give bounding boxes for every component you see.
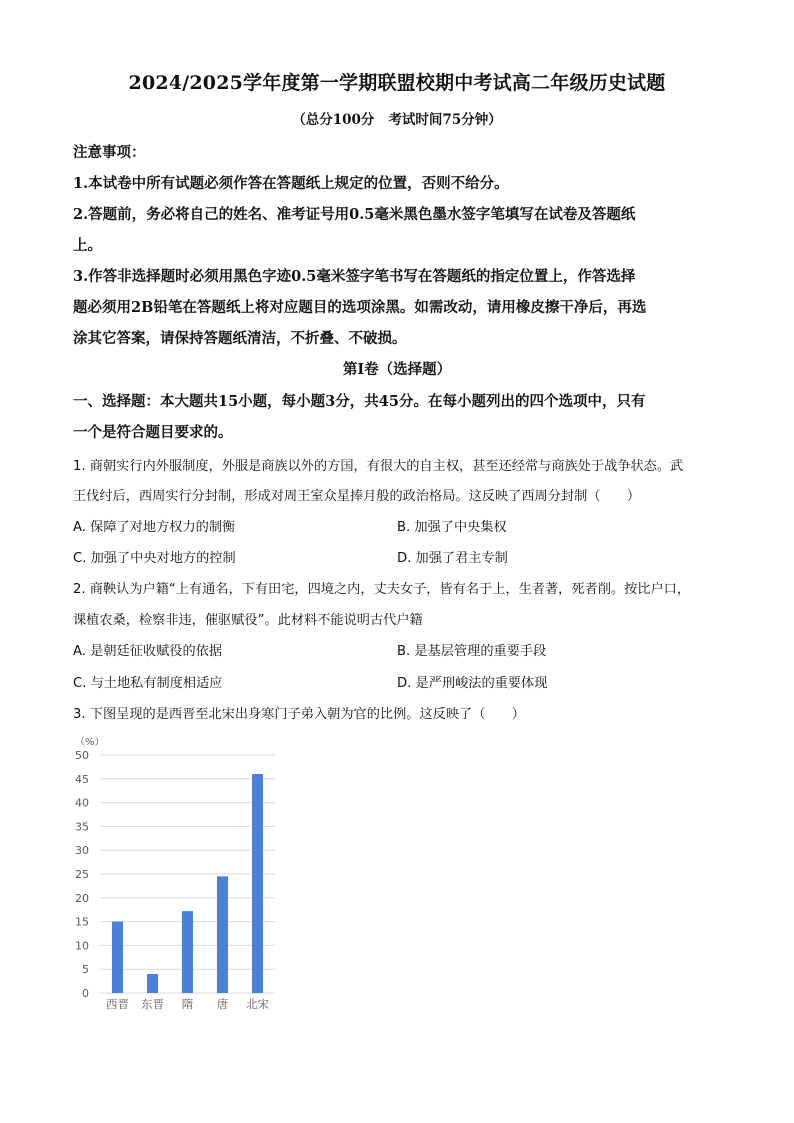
notice-line-3b: 题必须用2B铅笔在答题纸上将对应题目的选项涂黑。如需改动，请用橡皮擦干净后，再选 <box>73 299 647 316</box>
exam-title: 2024/2025学年度第一学期联盟校期中考试高二年级历史试题 <box>128 72 666 94</box>
y-unit-label: （%） <box>75 737 105 748</box>
y-tick-label-45: 45 <box>75 772 89 786</box>
q1-option-b: B. 加强了中央集权 <box>397 520 507 535</box>
exam-time: 考试时间75分钟） <box>388 112 502 128</box>
notice-line-3c: 涂其它答案，请保持答题纸清洁，不折叠、不破损。 <box>73 330 407 347</box>
y-tick-label-35: 35 <box>75 820 89 834</box>
x-tick-label-唐: 唐 <box>216 997 229 1011</box>
y-tick-label-15: 15 <box>75 915 89 929</box>
section-title: 第Ⅰ卷（选择题） <box>342 361 452 378</box>
y-tick-label-5: 5 <box>82 963 89 977</box>
notice-line-2a: 2.答题前，务必将自己的姓名、准考证号用0.5毫米黑色墨水签字笔填写在试卷及答题纸 <box>73 206 636 223</box>
q1-stem-a: 1. 商朝实行内外服制度，外服是商族以外的方国，有很大的自主权，甚至还经常与商族处于战争状态。武 <box>73 459 684 474</box>
y-tick-label-25: 25 <box>75 868 89 881</box>
q2-option-a: A. 是朝廷征收赋役的依据 <box>73 644 223 659</box>
y-tick-label-20: 20 <box>75 891 89 905</box>
notice-line-2b: 上。 <box>73 237 102 254</box>
q2-option-d: D. 是严刑峻法的重要体现 <box>397 676 548 691</box>
bar-chart <box>70 728 290 1018</box>
notice-line-1: 1.本试卷中所有试题必须作答在答题纸上规定的位置，否则不给分。 <box>73 175 509 192</box>
q1-option-d: D. 加强了君主专制 <box>397 551 508 566</box>
y-tick-label-10: 10 <box>75 939 89 953</box>
y-tick-label-30: 30 <box>75 844 89 858</box>
bar-西晋 <box>112 922 123 993</box>
bar-北宋 <box>252 774 263 993</box>
total-score: （总分100分 <box>292 112 375 128</box>
x-tick-label-隋: 隋 <box>181 997 194 1011</box>
notice-heading: 注意事项： <box>73 144 146 161</box>
bar-东晋 <box>147 974 158 993</box>
q2-option-b: B. 是基层管理的重要手段 <box>397 644 547 659</box>
x-tick-label-东晋: 东晋 <box>141 997 164 1011</box>
x-tick-label-北宋: 北宋 <box>246 997 269 1011</box>
q3-stem: 3. 下图呈现的是西晋至北宋出身寒门子弟入朝为官的比例。这反映了（ ） <box>73 707 525 722</box>
y-tick-label-50: 50 <box>75 749 89 762</box>
bar-唐 <box>217 876 228 993</box>
notice-line-3a: 3.作答非选择题时必须用黑色字迹0.5毫米签字笔书写在答题纸的指定位置上，作答选择 <box>73 268 636 285</box>
q1-option-c: C. 加强了中央对地方的控制 <box>73 551 236 566</box>
q2-stem-b: 课植农桑，检察非违，催驱赋役”。此材料不能说明古代户籍 <box>73 613 423 628</box>
exam-subtitle <box>0 108 794 128</box>
q1-stem-b: 王伐纣后，西周实行分封制，形成对周王室众星捧月般的政治格局。这反映了西周分封制（ ） <box>73 489 641 504</box>
bar-隋 <box>182 911 193 993</box>
q1-option-a: A. 保障了对地方权力的制衡 <box>73 520 236 535</box>
x-tick-label-西晋: 西晋 <box>106 997 129 1011</box>
section-instruction-b: 一个是符合题目要求的。 <box>73 424 233 441</box>
y-tick-label-40: 40 <box>75 796 89 810</box>
y-tick-label-0: 0 <box>82 987 89 1000</box>
section-instruction-a: 一、选择题：本大题共15小题，每小题3分，共45分。在每小题列出的四个选项中，只有 <box>73 393 646 410</box>
q2-stem-a: 2. 商鞅认为户籍“上有通名，下有田宅，四境之内，丈夫女子，皆有名于上，生者著，死者削。按比户口， <box>73 582 691 597</box>
q2-option-c: C. 与土地私有制度相适应 <box>73 676 223 691</box>
